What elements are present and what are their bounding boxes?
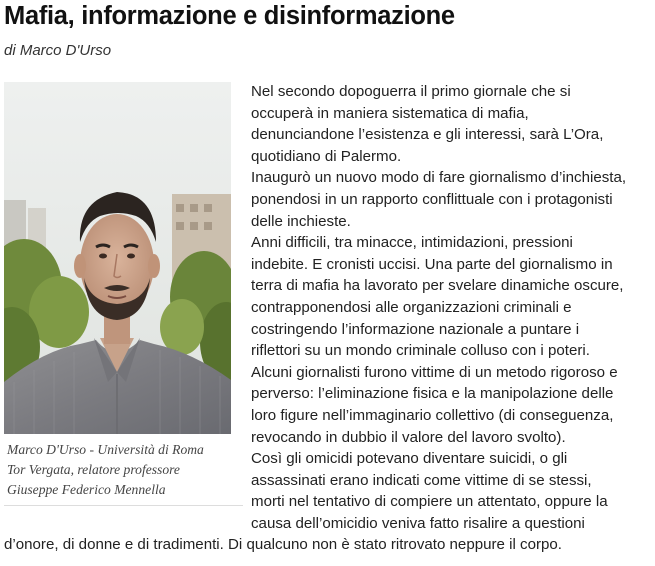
caption-line: Marco D'Urso - Università di Roma	[7, 442, 204, 457]
text-line: delle inchieste.	[251, 212, 351, 230]
caption-line: Giuseppe Federico Mennella	[7, 482, 166, 497]
text-line: loro figure nell’immaginario collettivo (di conseguenza,	[251, 406, 614, 424]
text-line: contrapponendosi alle organizzazioni criminali e	[251, 298, 572, 316]
portrait-photo	[4, 82, 231, 434]
text-line: terra di mafia ha lavorato per svelare dinamiche oscure,	[251, 277, 624, 295]
text-line: riflettori su un mondo criminale colluso con i poteri.	[251, 342, 590, 360]
text-line: Così gli omicidi potevano diventare suicidi, o gli	[251, 450, 568, 468]
text-line: ponendosi in un rapporto conflittuale con i protagonisti	[251, 190, 613, 208]
photo-caption	[4, 440, 243, 506]
text-line: indebite. E cronisti uccisi. Una parte del giornalismo in	[251, 255, 613, 273]
text-line: denunciandone l’esistenza e gli interessi, sarà L’Ora,	[251, 126, 604, 144]
text-line: revocando in dubbio il valore del lavoro svolto).	[251, 428, 566, 446]
text-line: Nel secondo dopoguerra il primo giornale che si	[251, 83, 571, 100]
article-title: Mafia, informazione e disinformazione	[4, 2, 455, 30]
author-figure	[4, 82, 242, 506]
text-line: Anni difficili, tra minacce, intimidazioni, pressioni	[251, 234, 573, 252]
text-line: quotidiano di Palermo.	[251, 147, 402, 165]
text-line: Alcuni giornalisti furono vittime di un metodo rigoroso e	[251, 363, 618, 381]
text-line: occuperà in maniera sistematica di mafia,	[251, 104, 529, 122]
text-line: perverso: l’eliminazione fisica e la manipolazione delle	[251, 385, 614, 403]
article-byline: di Marco D'Urso	[4, 42, 112, 59]
text-line: d’onore, di donne e di tradimenti. Di qualcuno non è stato ritrovato neppure il corpo.	[4, 536, 562, 554]
text-line: costringendo l’informazione nazionale a puntare i	[251, 320, 580, 338]
text-line: Inaugurò un nuovo modo di fare giornalismo d’inchiesta,	[251, 169, 627, 187]
caption-line: Tor Vergata, relatore professore	[7, 462, 180, 477]
text-line: assassinati erano indicati come vittime di se stessi,	[251, 471, 592, 489]
text-line: causa dell’omicidio veniva fatto risalire a questioni	[251, 514, 585, 532]
text-line: morti nel tentativo di compiere un attentato, oppure la	[251, 493, 608, 511]
